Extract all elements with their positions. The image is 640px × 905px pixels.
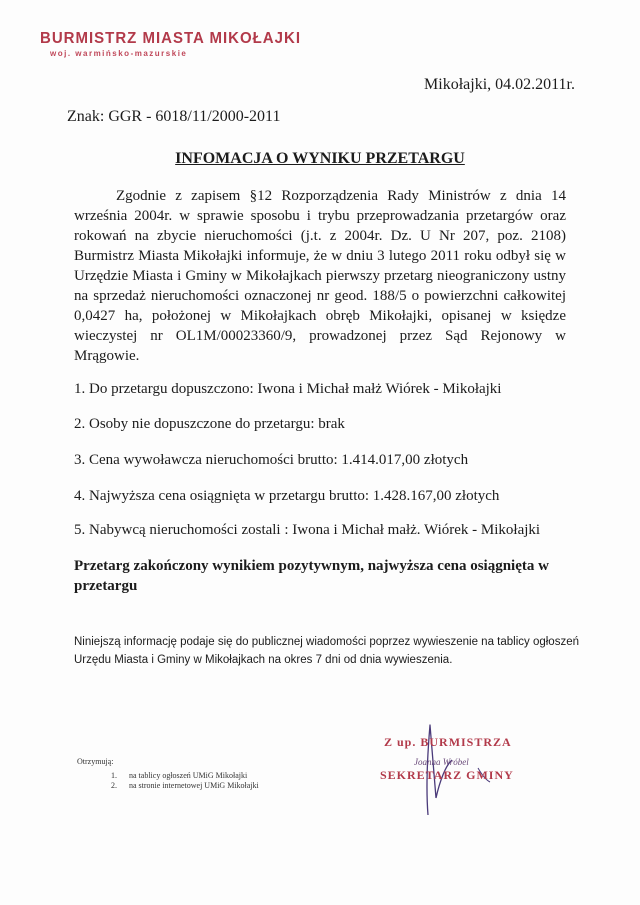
signature-line1: Z up. BURMISTRZA	[384, 735, 512, 749]
recipient-number: 1.	[111, 771, 117, 780]
recipient-text: na stronie internetowej UMiG Mikołajki	[129, 781, 259, 790]
recipients-title: Otrzymują:	[77, 757, 114, 766]
signature-name: Joanna Wróbel	[414, 757, 469, 767]
list-item: 5. Nabywcą nieruchomości zostali : Iwona i Michał małż. Wiórek - Mikołajki	[74, 522, 541, 538]
stamp-title: BURMISTRZ MIASTA MIKOŁAJKI	[40, 29, 301, 48]
signature-line2: SEKRETARZ GMINY	[380, 768, 514, 782]
recipient-number: 2.	[111, 781, 117, 790]
conclusion: Przetarg zakończony wynikiem pozytywnym, najwyższa cena osiągnięta w przetargu	[74, 558, 549, 594]
recipient-item	[111, 781, 259, 791]
reference-number: Znak: GGR - 6018/11/2000-2011	[67, 108, 281, 125]
publication-notice: Niniejszą informację podaje się do publicznej wiadomości poprzez wywieszenie na tablicy ogłoszeń Urzędu Miasta i Gminy w Mikołajkach na okres 7 dni od dnia wywieszenia.	[74, 636, 579, 666]
list-item: 4. Najwyższa cena osiągnięta w przetargu brutto: 1.428.167,00 złotych	[74, 488, 500, 504]
list-item: 1. Do przetargu dopuszczono: Iwona i Michał małż Wiórek - Mikołajki	[74, 381, 502, 397]
intro-text: Zgodnie z zapisem §12 Rozporządzenia Rady Ministrów z dnia 14 września 2004r. w sprawie sposobu i trybu przeprowadzania przetargów oraz rokowań na zbycie nieruchomości (j.t. z 2004r. Dz. U Nr 207, poz. 2108) Burmistrz Miasta Mikołajki informuje, że w dniu 3 lutego 2011 roku odbył się w Urzędzie Miasta i Gminy w Mikołajkach pierwszy przetarg nieograniczony ustny na sprzedaż nieruchomości oznaczonej nr geod. 188/5 o powierzchni całkowitej 0,0427 ha, położonej w Mikołajkach obręb Mikołajki, opisanej w księdze wieczystej nr OL1M/00023360/9, prowadzonej przez Sąd Rejonowy w Mrągowie.	[74, 188, 566, 364]
recipients-block	[77, 757, 259, 791]
list-item: 3. Cena wywoławcza nieruchomości brutto: 1.414.017,00 złotych	[74, 452, 469, 468]
header-stamp	[40, 29, 301, 58]
list-item: 2. Osoby nie dopuszczone do przetargu: brak	[74, 416, 345, 432]
recipient-text: na tablicy ogłoszeń UMiG Mikołajki	[129, 771, 248, 780]
stamp-subtitle: woj. warmińsko-mazurskie	[50, 49, 188, 58]
document-date: Mikołajki, 04.02.2011r.	[424, 76, 575, 93]
intro-paragraph	[74, 186, 566, 366]
signature-stamp	[370, 720, 550, 830]
document-title: INFOMACJA O WYNIKU PRZETARGU	[175, 150, 465, 167]
recipient-item	[111, 771, 259, 781]
